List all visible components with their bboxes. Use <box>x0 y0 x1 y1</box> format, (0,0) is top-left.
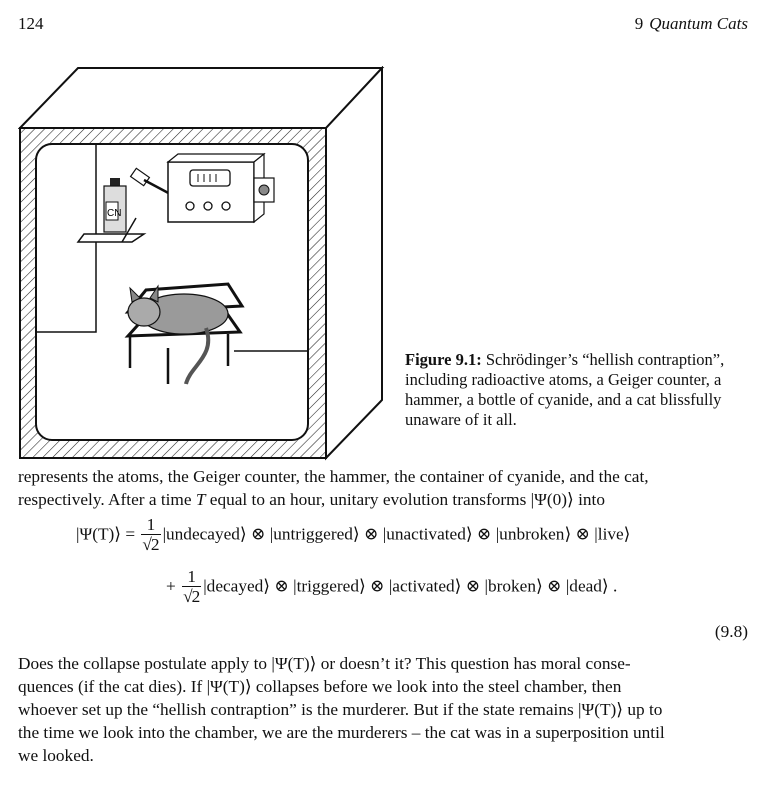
paragraph-2 <box>18 652 750 767</box>
paragraph-2-line-4: the time we look into the chamber, we are the murderers – the cat was in a superposition until <box>18 723 665 742</box>
equation-lhs: |Ψ(T)⟩ = <box>76 524 136 544</box>
schrodinger-box-figure <box>18 66 390 462</box>
shelf <box>78 234 144 242</box>
caption-text: Schrödinger’s “hellish contraption”, including radioactive atoms, a Geiger counter, a hammer, a bottle of cyanide, and a cat blissfully unaware of it all. <box>405 350 725 429</box>
equation-term-1: |undecayed⟩ ⊗ |untriggered⟩ ⊗ |unactivated⟩ ⊗ |unbroken⟩ ⊗ |live⟩ <box>162 524 631 544</box>
geiger-counter <box>168 154 274 222</box>
fraction-1-over-sqrt2-b: $\frac{1}{√2}$ <box>183 567 201 606</box>
paragraph-2-line-2: quences (if the cat dies). If |Ψ(T)⟩ collapses before we look into the steel chamber, then <box>18 677 622 696</box>
page-number: 124 <box>18 14 44 33</box>
caption-label: Figure 9.1: <box>405 350 482 369</box>
equation-term-2: |decayed⟩ ⊗ |triggered⟩ ⊗ |activated⟩ ⊗ |broken⟩ ⊗ |dead⟩ . <box>203 576 618 596</box>
equation-number: (9.8) <box>714 622 748 641</box>
equation-line-2 <box>166 568 617 607</box>
equation-plus: + <box>166 576 176 596</box>
paragraph-2-line-5: we looked. <box>18 746 94 765</box>
chapter-title: Quantum Cats <box>649 14 748 33</box>
cyanide-bottle <box>104 178 126 232</box>
paragraph-2-line-3: whoever set up the “hellish contraption” is the murderer. But if the state remains |Ψ(T)⟩ up to <box>18 700 663 719</box>
chapter-number: 9 <box>634 14 644 33</box>
equation-line-1 <box>76 516 630 555</box>
paragraph-1-line-1: represents the atoms, the Geiger counter, the hammer, the container of cyanide, and the cat, <box>18 467 649 486</box>
box-top-face <box>20 68 382 128</box>
box-side-face <box>326 68 382 458</box>
paragraph-1 <box>18 465 750 511</box>
paragraph-2-line-1: Does the collapse postulate apply to |Ψ(T)⟩ or doesn’t it? This question has moral conse- <box>18 654 631 673</box>
running-header <box>635 14 748 34</box>
figure-caption <box>405 350 755 430</box>
fraction-1-over-sqrt2: $\frac{1}{√2}$ <box>142 515 160 554</box>
bottle-label: CN <box>107 208 122 219</box>
paragraph-1-line-2: respectively. After a time T equal to an hour, unitary evolution transforms |Ψ(0)⟩ into <box>18 490 605 509</box>
